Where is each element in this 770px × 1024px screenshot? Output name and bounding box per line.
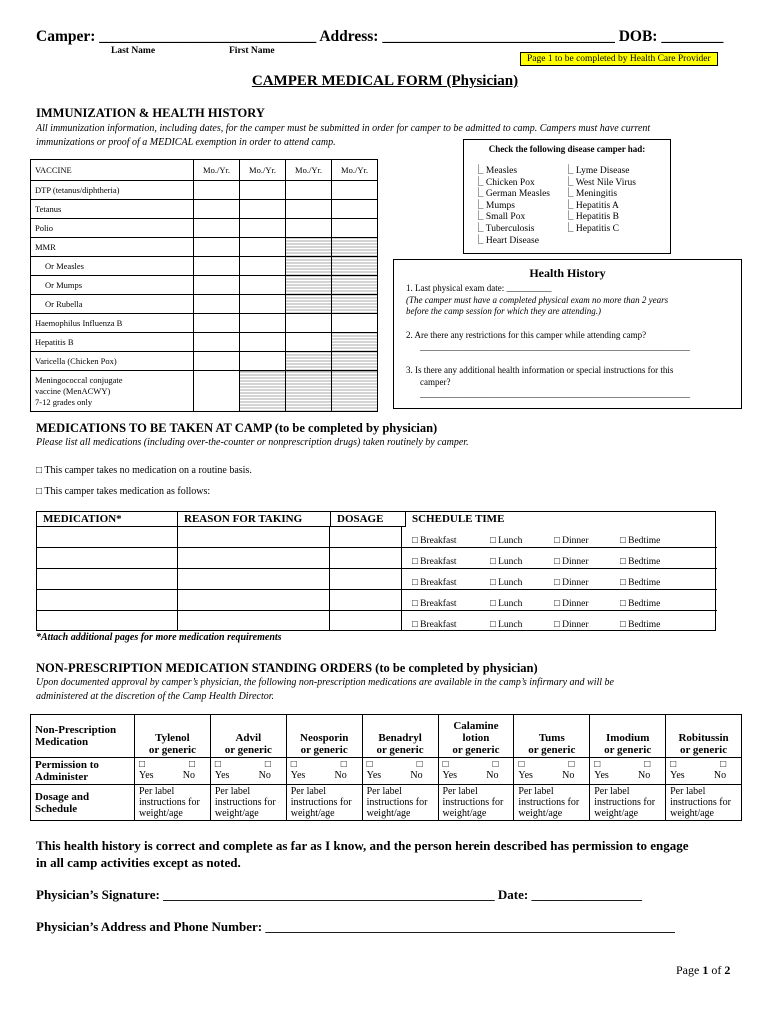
- vaccine-name: Or Rubella: [31, 295, 194, 314]
- medication-table: [36, 511, 716, 527]
- lunch-checkbox[interactable]: □ Lunch: [490, 578, 523, 588]
- date-cell[interactable]: [286, 200, 332, 219]
- first-name-caption: First Name: [229, 46, 275, 56]
- shaded-cell: [332, 238, 378, 257]
- date-cell[interactable]: [194, 200, 240, 219]
- lunch-checkbox[interactable]: □ Lunch: [490, 557, 523, 567]
- date-cell[interactable]: [240, 219, 286, 238]
- health-history-box: [393, 259, 742, 409]
- shaded-cell: [286, 295, 332, 314]
- vaccine-name: Haemophilus Influenza B: [31, 314, 194, 333]
- drug-tylenol: Tylenol or generic: [135, 715, 211, 758]
- hh-q1-note-2: before the camp session for which they are attending.): [406, 306, 602, 316]
- disease-item[interactable]: ⎿ Hepatitis A: [564, 200, 619, 211]
- date-label: Date:: [497, 887, 529, 902]
- form-title: CAMPER MEDICAL FORM (Physician): [251, 73, 519, 89]
- drug-robitussin: Robitussin or generic: [666, 715, 742, 758]
- date-cell[interactable]: [240, 257, 286, 276]
- address-field[interactable]: ______________________________: [382, 28, 615, 45]
- vaccine-name: MMR: [31, 238, 194, 257]
- dinner-checkbox[interactable]: □ Dinner: [554, 578, 589, 588]
- date-cell[interactable]: [194, 219, 240, 238]
- reason-col-header: REASON FOR TAKING: [178, 512, 331, 527]
- disease-item[interactable]: ⎿ Tuberculosis: [474, 223, 535, 234]
- date-cell[interactable]: [286, 181, 332, 200]
- breakfast-checkbox[interactable]: □ Breakfast: [412, 620, 457, 630]
- dosage-cell: Per label instructions for weight/age: [362, 785, 438, 821]
- disease-item[interactable]: ⎿ Meningitis: [564, 189, 618, 200]
- mening-line: vaccine (MenACWY): [35, 385, 111, 396]
- vaccine-name: Tetanus: [31, 200, 194, 219]
- medications-note: Please list all medications (including over-the-counter or nonprescription drugs) taken routinely by camper.: [36, 437, 469, 448]
- nonrx-drug-row: [31, 715, 742, 758]
- permission-cell[interactable]: □ □ Yes No: [438, 758, 514, 785]
- dinner-checkbox[interactable]: □ Dinner: [554, 620, 589, 630]
- bedtime-checkbox[interactable]: □ Bedtime: [620, 578, 661, 588]
- hh-q3-field[interactable]: ____________________________________________________________: [420, 389, 690, 399]
- permission-cell[interactable]: □ □ Yes No: [514, 758, 590, 785]
- camper-name-field[interactable]: ____________________________: [99, 28, 317, 45]
- shaded-cell: [240, 371, 286, 412]
- bedtime-checkbox[interactable]: □ Bedtime: [620, 557, 661, 567]
- date-cell[interactable]: [286, 314, 332, 333]
- vaccine-name: Or Mumps: [31, 276, 194, 295]
- disease-col-2: [564, 166, 636, 247]
- bedtime-checkbox[interactable]: □ Bedtime: [620, 536, 661, 546]
- vaccine-row: [31, 314, 378, 333]
- schedule-col-header: SCHEDULE TIME: [406, 512, 716, 527]
- dosage-cell: Per label instructions for weight/age: [135, 785, 211, 821]
- vaccine-col-header: VACCINE: [31, 160, 194, 181]
- shaded-cell: [332, 352, 378, 371]
- schedule-row: [412, 594, 660, 615]
- disease-heading: Check the following disease camper had:: [488, 144, 646, 154]
- drug-benadryl: Benadryl or generic: [362, 715, 438, 758]
- permission-cell[interactable]: □ □ Yes No: [135, 758, 211, 785]
- drug-imodium: Imodium or generic: [590, 715, 666, 758]
- vaccine-name: Or Measles: [31, 257, 194, 276]
- disease-col-1: [474, 166, 564, 247]
- hh-q2-field[interactable]: ____________________________________________________________: [420, 342, 690, 352]
- vaccine-row: [31, 219, 378, 238]
- date-cell[interactable]: [194, 371, 240, 412]
- disease-item[interactable]: ⎿ Heart Disease: [474, 235, 539, 246]
- shaded-cell: [286, 238, 332, 257]
- bedtime-checkbox[interactable]: □ Bedtime: [620, 620, 661, 630]
- date-cell[interactable]: [240, 238, 286, 257]
- medication-header-row: [37, 512, 716, 527]
- date-cell[interactable]: [240, 181, 286, 200]
- yes-checkbox[interactable]: □: [442, 759, 449, 770]
- breakfast-checkbox[interactable]: □ Breakfast: [412, 578, 457, 588]
- vaccine-row: [31, 200, 378, 219]
- no-checkbox[interactable]: □: [416, 759, 423, 770]
- disease-box: [463, 139, 671, 254]
- date-cell[interactable]: [240, 295, 286, 314]
- permission-row-header: Permission to Administer: [31, 758, 135, 785]
- dosage-cell: Per label instructions for weight/age: [590, 785, 666, 821]
- dosage-cell: Per label instructions for weight/age: [438, 785, 514, 821]
- disease-item[interactable]: ⎿ Lyme Disease: [564, 166, 630, 176]
- checkbox-icon[interactable]: □: [36, 486, 43, 497]
- nonrx-note-2: administered at the discretion of the Camp Health Director.: [36, 691, 275, 702]
- no-checkbox[interactable]: □: [492, 759, 499, 770]
- shaded-cell: [286, 352, 332, 371]
- disease-item[interactable]: ⎿ Mumps: [474, 200, 515, 211]
- permission-cell[interactable]: □ □ Yes No: [210, 758, 286, 785]
- vaccine-row: [31, 295, 378, 314]
- date-cell[interactable]: [240, 314, 286, 333]
- yes-checkbox[interactable]: □: [670, 759, 677, 770]
- no-checkbox[interactable]: □: [568, 759, 575, 770]
- permission-cell[interactable]: □ □ Yes No: [666, 758, 742, 785]
- immunization-heading: IMMUNIZATION & HEALTH HISTORY: [36, 106, 265, 120]
- nonrx-table: [30, 714, 742, 821]
- permission-cell[interactable]: □ □ Yes No: [286, 758, 362, 785]
- lunch-checkbox[interactable]: □ Lunch: [490, 536, 523, 546]
- vaccine-row: [31, 238, 378, 257]
- medication-footnote: *Attach additional pages for more medication requirements: [36, 632, 282, 643]
- dosage-cell: Per label instructions for weight/age: [286, 785, 362, 821]
- date-cell[interactable]: [286, 333, 332, 352]
- lunch-checkbox[interactable]: □ Lunch: [490, 620, 523, 630]
- permission-row: [31, 758, 742, 785]
- breakfast-checkbox[interactable]: □ Breakfast: [412, 536, 457, 546]
- camper-label: Camper:: [36, 28, 96, 45]
- attestation-2: in all camp activities except as noted.: [36, 855, 241, 870]
- permission-cell[interactable]: □ □ Yes No: [590, 758, 666, 785]
- signature-field[interactable]: ___________________________________________________: [163, 887, 495, 902]
- disease-item[interactable]: ⎿ West Nile Virus: [564, 177, 636, 188]
- no-checkbox[interactable]: □: [340, 759, 347, 770]
- vaccine-name: DTP (tetanus/diphtheria): [31, 181, 194, 200]
- vaccine-row: [31, 257, 378, 276]
- date-cell[interactable]: [194, 352, 240, 371]
- vaccine-name: [31, 371, 194, 412]
- no-checkbox[interactable]: □: [188, 759, 195, 770]
- shaded-cell: [332, 295, 378, 314]
- dosage-cell: Per label instructions for weight/age: [666, 785, 742, 821]
- vaccine-row: [31, 333, 378, 352]
- vaccine-table: [30, 159, 378, 412]
- hh-q1[interactable]: 1. Last physical exam date: __________: [406, 283, 552, 293]
- disease-item[interactable]: ⎿ Hepatitis B: [564, 212, 619, 223]
- shaded-cell: [286, 257, 332, 276]
- physician-address-row: [36, 919, 675, 935]
- vaccine-row: [31, 276, 378, 295]
- date-cell[interactable]: [194, 314, 240, 333]
- schedule-options: [412, 531, 660, 636]
- schedule-row: [412, 552, 660, 573]
- nonrx-row-header: Non-Prescription Medication: [31, 715, 135, 758]
- date-cell[interactable]: [194, 295, 240, 314]
- drug-advil: Advil or generic: [210, 715, 286, 758]
- disease-item[interactable]: ⎿ Measles: [474, 166, 518, 176]
- dob-label: DOB:: [618, 28, 658, 45]
- schedule-row: [412, 615, 660, 636]
- immunization-note-1: All immunization information, including dates, for the camper must be submitted in order for camper to be admitted to camp. Campers must have current: [36, 123, 651, 134]
- dosage-row: [31, 785, 742, 821]
- mo-yr-header: Mo./Yr.: [286, 160, 332, 181]
- date-cell[interactable]: [240, 200, 286, 219]
- date-cell[interactable]: [194, 238, 240, 257]
- disease-item[interactable]: ⎿ Chicken Pox: [474, 177, 535, 188]
- mening-line: Meningococcal conjugate: [35, 374, 123, 385]
- hh-q1-note-1: (The camper must have a completed physical exam no more than 2 years: [406, 295, 669, 305]
- bedtime-checkbox[interactable]: □ Bedtime: [620, 599, 661, 609]
- signature-row: [36, 887, 642, 903]
- mo-yr-header: Mo./Yr.: [194, 160, 240, 181]
- date-cell[interactable]: [240, 276, 286, 295]
- date-cell[interactable]: [332, 314, 378, 333]
- vaccine-name: Polio: [31, 219, 194, 238]
- no-medication-option[interactable]: □ This camper takes no medication on a routine basis.: [36, 465, 252, 476]
- vaccine-row: [31, 181, 378, 200]
- page-number: Page 1 of 2: [676, 963, 731, 977]
- disease-item[interactable]: ⎿ Hepatitis C: [564, 223, 619, 234]
- drug-tums: Tums or generic: [514, 715, 590, 758]
- camper-header: [36, 28, 723, 46]
- date-cell[interactable]: [332, 200, 378, 219]
- nonrx-heading: NON-PRESCRIPTION MEDICATION STANDING ORDERS (to be completed by physician): [36, 661, 538, 675]
- dob-field[interactable]: ________: [661, 28, 724, 45]
- shaded-cell: [332, 276, 378, 295]
- date-cell[interactable]: [240, 352, 286, 371]
- medications-heading: MEDICATIONS TO BE TAKEN AT CAMP (to be completed by physician): [36, 421, 438, 435]
- nonrx-note-1: Upon documented approval by camper’s physician, the following non-prescription medications are available in the camp’s infirmary and will be: [36, 677, 614, 688]
- date-cell[interactable]: [332, 219, 378, 238]
- mo-yr-header: Mo./Yr.: [240, 160, 286, 181]
- shaded-cell: [286, 371, 332, 412]
- completion-notice: Page 1 to be completed by Health Care Provider: [520, 52, 718, 66]
- date-cell[interactable]: [332, 181, 378, 200]
- health-history-heading: Health History: [529, 266, 606, 280]
- no-checkbox[interactable]: □: [264, 759, 271, 770]
- breakfast-checkbox[interactable]: □ Breakfast: [412, 557, 457, 567]
- dinner-checkbox[interactable]: □ Dinner: [554, 599, 589, 609]
- checkbox-icon[interactable]: □: [36, 465, 43, 476]
- yes-checkbox[interactable]: □: [214, 759, 221, 770]
- yes-checkbox[interactable]: □: [366, 759, 373, 770]
- yes-checkbox[interactable]: □: [139, 759, 146, 770]
- hh-q2: 2. Are there any restrictions for this camper while attending camp?: [406, 330, 647, 340]
- yes-checkbox[interactable]: □: [594, 759, 601, 770]
- address-label: Address:: [319, 28, 379, 45]
- date-field[interactable]: _________________: [531, 887, 642, 902]
- medication-col-header: MEDICATION*: [37, 512, 178, 527]
- hh-q3-1: 3. Is there any additional health information or special instructions for this: [406, 365, 674, 375]
- yes-checkbox[interactable]: □: [518, 759, 525, 770]
- dinner-checkbox[interactable]: □ Dinner: [554, 557, 589, 567]
- shaded-cell: [332, 333, 378, 352]
- shaded-cell: [332, 371, 378, 412]
- vaccine-row: [31, 352, 378, 371]
- drug-calamine: Calamine lotion or generic: [438, 715, 514, 758]
- takes-medication-option[interactable]: □ This camper takes medication as follows:: [36, 486, 211, 497]
- vaccine-name: Hepatitis B: [31, 333, 194, 352]
- signature-label: Physician’s Signature:: [36, 887, 160, 902]
- no-checkbox[interactable]: □: [720, 759, 727, 770]
- date-cell[interactable]: [194, 276, 240, 295]
- last-name-caption: Last Name: [111, 46, 156, 56]
- permission-cell[interactable]: □ □ Yes No: [362, 758, 438, 785]
- date-cell[interactable]: [240, 333, 286, 352]
- mo-yr-header: Mo./Yr.: [332, 160, 378, 181]
- no-checkbox[interactable]: □: [644, 759, 651, 770]
- lunch-checkbox[interactable]: □ Lunch: [490, 599, 523, 609]
- dosage-cell: Per label instructions for weight/age: [514, 785, 590, 821]
- dosage-cell: Per label instructions for weight/age: [210, 785, 286, 821]
- disease-item[interactable]: ⎿ German Measles: [474, 189, 550, 200]
- attestation-1: This health history is correct and complete as far as I know, and the person herein described has permission to engage: [36, 838, 689, 853]
- hh-q3-2: camper?: [420, 377, 451, 387]
- physician-address-field[interactable]: _______________________________________________________________: [265, 919, 675, 934]
- vaccine-name: Varicella (Chicken Pox): [31, 352, 194, 371]
- breakfast-checkbox[interactable]: □ Breakfast: [412, 599, 457, 609]
- disease-item[interactable]: ⎿ Small Pox: [474, 212, 526, 223]
- dosage-row-header: Dosage and Schedule: [31, 785, 135, 821]
- date-cell[interactable]: [194, 257, 240, 276]
- shaded-cell: [286, 276, 332, 295]
- vaccine-header-row: [31, 160, 378, 181]
- schedule-row: [412, 531, 660, 552]
- date-cell[interactable]: [194, 333, 240, 352]
- shaded-cell: [332, 257, 378, 276]
- mening-line: 7-12 grades only: [35, 396, 93, 407]
- date-cell[interactable]: [286, 219, 332, 238]
- dinner-checkbox[interactable]: □ Dinner: [554, 536, 589, 546]
- schedule-row: [412, 573, 660, 594]
- drug-neosporin: Neosporin or generic: [286, 715, 362, 758]
- physician-address-label: Physician’s Address and Phone Number:: [36, 919, 263, 934]
- date-cell[interactable]: [194, 181, 240, 200]
- disease-columns: [474, 166, 670, 247]
- yes-checkbox[interactable]: □: [290, 759, 297, 770]
- dosage-col-header: DOSAGE: [331, 512, 406, 527]
- vaccine-row: [31, 371, 378, 412]
- immunization-note-2: immunizations or proof of a MEDICAL exemption in order to attend camp.: [36, 137, 336, 148]
